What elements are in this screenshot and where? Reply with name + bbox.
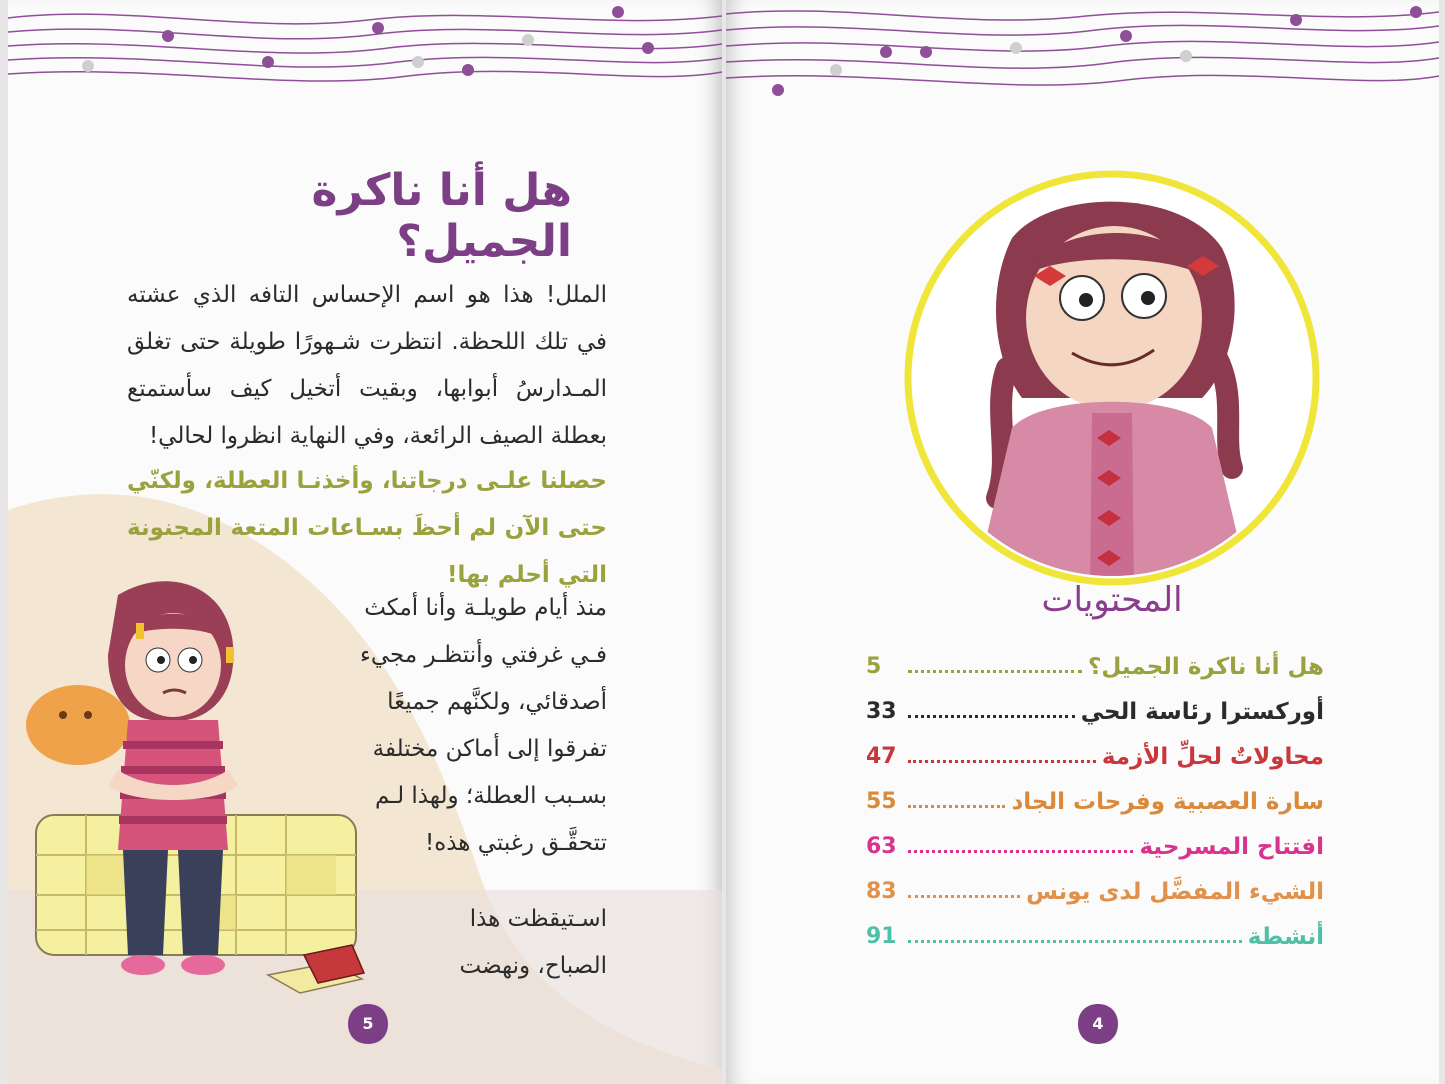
toc-entry-title: افتتاح المسرحية [1139,833,1324,860]
page-number: 5 [346,1002,390,1046]
toc-entry-page: 63 [866,834,897,859]
toc-leader-dots [908,705,1075,718]
toc-entry-page: 55 [866,789,897,814]
toc-leader-dots [908,795,1005,808]
toc-entry [866,914,1324,959]
toc-entry-title: الشيء المفضَّل لدى يونس [1026,878,1324,905]
toc-entry [866,779,1324,824]
toc-leader-dots [908,930,1242,943]
toc-entry-title: أوركسترا رئاسة الحي [1080,698,1324,725]
toc-entry-page: 33 [866,699,897,724]
left-page [8,0,722,1084]
toc-leader-dots [908,885,1020,898]
right-page [726,0,1439,1084]
toc-entry [866,689,1324,734]
paragraph: منذ أيام طويلـة وأنا أمكث فـي غرفتي وأنتظـر مجيء أصدقائي، ولكنَّهم جميعًا تفرقوا إلى أماكن مختلفة بسـبب العطلة؛ ولهذا لـم تتحقَّـق رغبتي هذه! [360,595,607,856]
toc-entry-title: هل أنا ناكرة الجميل؟ [1088,653,1324,680]
paragraph: الملل! هذا هو اسم الإحساس التافه الذي عشته في تلك اللحظة. انتظرت شـهورًا طويلة حتى تغلق المـدارسُ أبوابها، وبقيت أتخيل كيف سأستمتع بعطلة الصيف الرائعة، وفي النهاية انظروا لحالي! [127,282,607,449]
top-border-decoration [8,0,722,120]
paragraph: اسـتيقظت هذا الصباح، ونهضت [459,906,607,979]
toc-entry-page: 83 [866,879,897,904]
highlighted-paragraph: حصلنا علـى درجاتنا، وأخذنـا العطلة، ولكنّي حتى الآن لم أحظَ بسـاعات المتعة المجنونة التي أحلم بها! [127,468,607,588]
toc-entry-title: سارة العصبية وفرحات الجاد [1011,788,1324,815]
toc-title: المحتويات [1041,580,1183,620]
books-illustration [260,935,370,995]
toc-entry [866,734,1324,779]
toc-entry [866,869,1324,914]
toc-leader-dots [908,750,1096,763]
toc-leader-dots [908,840,1133,853]
toc-entry-title: محاولاتٌ لحلِّ الأزمة [1101,743,1324,770]
toc-entry-page: 91 [866,924,897,949]
toc-entry [866,644,1324,689]
top-border-decoration [726,0,1439,120]
toc-entry-title: أنشطة [1247,923,1324,950]
page-number: 4 [1076,1002,1120,1046]
toc-entry-page: 5 [866,654,882,679]
toc-entry [866,824,1324,869]
girl-portrait-illustration [902,168,1322,588]
girl-illustration [18,555,268,985]
toc-entry-page: 47 [866,744,897,769]
table-of-contents [866,644,1324,959]
toc-leader-dots [908,660,1082,673]
chapter-title: هل أنا ناكرة الجميل؟ [311,165,572,267]
